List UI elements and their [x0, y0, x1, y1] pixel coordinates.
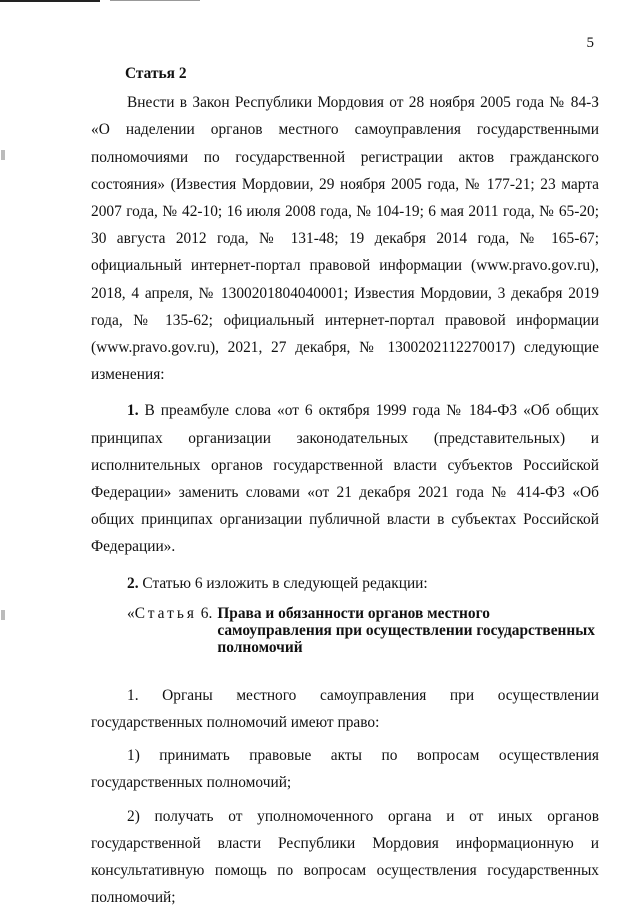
scan-margin-mark: [1, 610, 5, 620]
page-number: 5: [586, 35, 594, 51]
new-article-paragraph-1: 1. Органы местного самоуправления при осуществлении государственных полномочий имеют право:: [91, 686, 599, 732]
scan-margin-mark: [1, 150, 5, 160]
new-article-title: Права и обязанности органов местного самоуправления при осуществлении государственных полномочий: [217, 604, 595, 656]
article-intro: Внести в Закон Республики Мордовия от 28 ноября 2005 года № 84-З «О наделении органов местного самоуправления государственными полномочиями по государственной регистрации актов гражданского состояния» (Известия Мордовии, 29 ноября 2005 года, № 177-21; 23 марта 2007 года, № 42-10; 16 июля 2008 года, № 104-19; 6 мая 2011 года, № 65-20; 30 августа 2012 года, № 131-48; 19 декабря 2014 года, № 165-67; официальный интернет-портал правовой информации (www.pravo.gov.ru), 2018, 4 апреля, № 1300201804040001; Известия Мордовии, 3 декабря 2019 года, № 135-62; официальный интернет-портал правовой информации (www.pravo.gov.ru), 2021, 27 декабря, № 1300202112270017) следующие изменения:: [91, 94, 599, 384]
document-body: [91, 60, 599, 911]
article-word: Статья: [134, 604, 197, 622]
scan-mark-top-faint: [110, 0, 200, 1]
item-text: Статью 6 изложить в следующей редакции:: [138, 574, 428, 592]
amendment-item-2: [91, 570, 599, 597]
article-number: 6.: [196, 604, 213, 622]
quote-mark: «: [127, 604, 135, 622]
new-article-heading: [127, 605, 599, 656]
new-article-subitem-2: 2) получать от уполномоченного органа и от иных органов государственной власти Республики Мордовия информационную и консультативную помощь по вопросам осуществления государственных полномочий;: [91, 807, 599, 907]
item-text: В преамбуле слова «от 6 октября 1999 года № 184-ФЗ «Об общих принципах организации законодательных (представительных) и исполнительных органов государственной власти субъектов Российской Федерации» заменить словами «от 21 декабря 2021 года № 414-ФЗ «Об общих принципах организации публичной власти в субъектах Российской Федерации».: [91, 402, 599, 556]
scan-mark-top: [0, 0, 100, 2]
item-number: 2.: [127, 574, 139, 592]
new-article-label: [127, 605, 212, 656]
article-heading: Статья 2: [125, 65, 187, 82]
amendment-item-1: [91, 397, 599, 560]
new-article-subitem-1: 1) принимать правовые акты по вопросам осуществления государственных полномочий;: [91, 747, 599, 792]
item-number: 1.: [127, 402, 139, 420]
